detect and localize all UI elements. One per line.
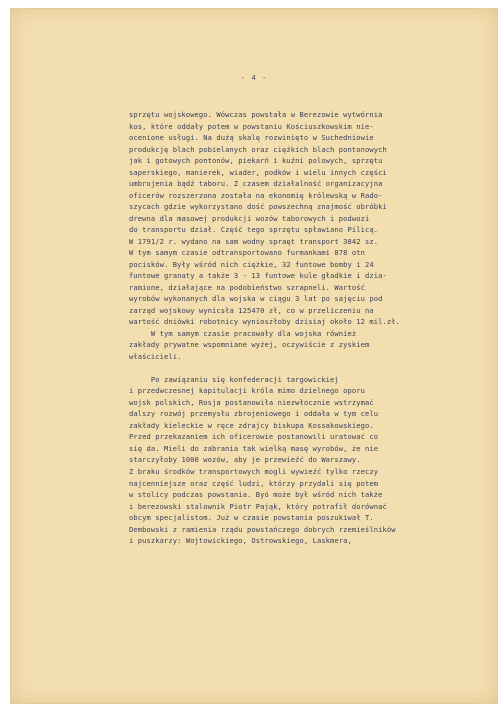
text-line: Po zawiązaniu się konfederacji targowickiej <box>129 374 339 384</box>
text-line: pocisków. Były wśród nich ciężkie, 32 funtowe bomby i 24 <box>129 259 374 269</box>
text-line: się da. Mieli do zabrania tak wielką masę wyrobów, że nie <box>129 443 379 453</box>
text-line: umbrojenia bądź taboru. Z czasem działalność organizacyjna <box>129 179 383 189</box>
text-line: dalszy rozwój przemysłu zbrojeniowego i oddała w tym celu <box>129 409 379 419</box>
text-line: wartość dniówki robotnicy wynioszłoby dzisiaj około 12 mil.zł. <box>129 317 400 327</box>
body-text <box>129 109 489 547</box>
text-line: sprzętu wojskowego. Wówczas powstała w Berezowie wytwórnia <box>129 110 383 119</box>
text-line: oficerów rozszerzona została na ekonomię królewską w Rado- <box>129 190 383 200</box>
text-line: Z braku środków transportowych mogli wywieźć tylko rzeczy <box>129 466 379 476</box>
text-line: jak i gotowych pontonów, piekarń i kuźni polowych, sprzętu <box>129 156 383 166</box>
text-line: Przed przekazaniem ich oficerowie postanowili uratować co <box>129 432 379 442</box>
text-line: W tym samym czasie odtransportowano furmankami 878 otn <box>129 248 366 258</box>
text-line: drewna dla masowej produkcji wozów taborowych i podwozi <box>129 213 370 223</box>
text-line: obcym specjalistom. Już w czasie powstania poszukiwał T. <box>129 513 374 523</box>
text-line: i berezowski stalownik Piotr Pająk, który potrafił dorównać <box>129 501 387 511</box>
text-line: szycach gdzie wykorzystano dość powszechną znajmość obróbki <box>129 202 387 212</box>
text-line: W tym samym czasie pracowały dla wojska również <box>129 328 357 338</box>
text-line: zarząd wojskowy wynicsła 125470 zł, co w przeliczeniu na <box>129 305 374 315</box>
text-line: ramione, działające na podobieństwo szrapneli. Wartość <box>129 282 366 292</box>
text-line: wyrobów wykonanych dla wojska w ciągu 3 lat po sajęciu pod <box>129 294 383 304</box>
text-line: zakłady prywatne wspomniane wyżej, oczywiście z zyskiem <box>129 340 370 350</box>
text-line: i puszkarzy: Wojtowickiego, Ostrowskiego, Laskmera, <box>129 536 352 546</box>
text-line: ocenione usługi. Na dużą skalę rozwinięto w Suchedniowie <box>129 133 374 143</box>
text-line: wojsk polskich, Rosja postanowiła niezwłocznie wstrzymać <box>129 397 374 407</box>
text-line: właścicieli. <box>129 351 182 361</box>
paragraph-gap <box>129 362 489 374</box>
text-line: najcenniejsze oraz część ludzi, którzy przydali się potem <box>129 478 379 488</box>
text-line: i przedwczesnej kapitulacji króla mimo dzielnego oporu <box>129 386 366 396</box>
text-line: starczyłoby 1000 wozów, aby je przewieźć do Warszawy. <box>129 455 361 465</box>
text-line: zakłady kieleckie w ręce zdrajcy biskupa Kossakowskiego. <box>129 420 374 430</box>
text-line: W 1791/2 r. wydano na sam wodny spraęt transport 3842 sz. <box>129 236 379 246</box>
text-line: do transportu dział. Część tego sprzętu spławiano Pilicą. <box>129 225 379 235</box>
text-line: produkcję blach pobielanych oraz ciężkich blach pontonowych <box>129 144 387 154</box>
text-line: funtowe granaty a także 3 - 13 funtowe kule gładkie i dzia- <box>129 271 387 281</box>
text-line: kos, które oddały potem w powstaniu Kościuszkowskim nie- <box>129 121 374 131</box>
document-page <box>10 8 498 704</box>
text-line: w stolicy podczas powstania. Byó może był wśród nich także <box>129 490 383 500</box>
text-line: Dembowski z ramienia rządu powstańczego dobrych rzemieślników <box>129 524 396 534</box>
page-number: - 4 - <box>240 73 268 82</box>
text-line: saperskiego, manierek, wiader, podków i wielu innych części <box>129 167 387 177</box>
